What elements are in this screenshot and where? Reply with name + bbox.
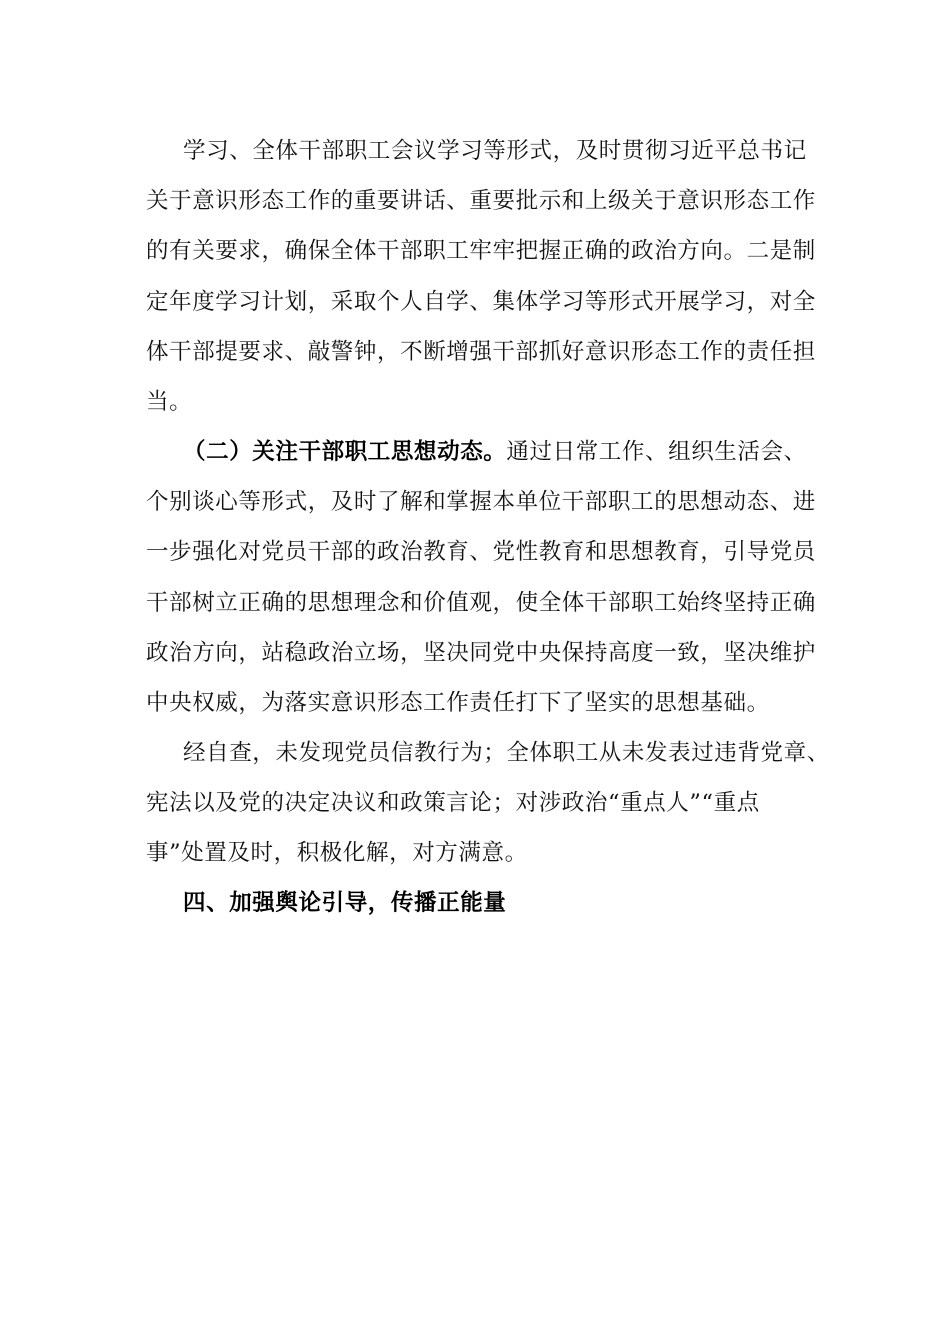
section-heading: 四、加强舆论引导，传播正能量 xyxy=(183,890,507,916)
paragraph2-line-4: 干部树立正确的思想理念和价值观，使全体干部职工始终坚持正确 xyxy=(146,590,816,616)
paragraph3-line-3: 事”处置及时，积极化解，对方满意。 xyxy=(146,840,528,866)
paragraph1-line-2: 关于意识形态工作的重要讲话、重要批示和上级关于意识形态工作 xyxy=(146,188,816,214)
paragraph1-line-3: 的有关要求，确保全体干部职工牢牢把握正确的政治方向。二是制 xyxy=(146,238,816,264)
paragraph1-line-6: 当。 xyxy=(146,389,193,415)
paragraph2-heading: （二）关注干部职工思想动态。 xyxy=(183,439,507,465)
paragraph3-line-2: 宪法以及党的决定决议和政策言论；对涉政治“重点人”“重点 xyxy=(146,790,760,816)
paragraph2-line-6: 中央权威，为落实意识形态工作责任打下了坚实的思想基础。 xyxy=(146,690,770,716)
paragraph1-line-1: 学习、全体干部职工会议学习等形式，及时贯彻习近平总书记 xyxy=(183,138,807,164)
paragraph2-line-2: 个别谈心等形式，及时了解和掌握本单位干部职工的思想动态、进 xyxy=(146,489,816,515)
paragraph2-line-1-rest: 通过日常工作、组织生活会、 xyxy=(506,439,807,465)
paragraph2-line-5: 政治方向，站稳政治立场，坚决同党中央保持高度一致，坚决维护 xyxy=(146,640,816,666)
paragraph2-line-3: 一步强化对党员干部的政治教育、党性教育和思想教育，引导党员 xyxy=(146,539,816,565)
paragraph1-line-4: 定年度学习计划，采取个人自学、集体学习等形式开展学习，对全 xyxy=(146,289,816,315)
paragraph1-line-5: 体干部提要求、敲警钟，不断增强干部抓好意识形态工作的责任担 xyxy=(146,339,816,365)
paragraph3-line-1: 经自查，未发现党员信教行为；全体职工从未发表过违背党章、 xyxy=(183,740,830,766)
paragraph2-line-1 xyxy=(183,437,807,467)
